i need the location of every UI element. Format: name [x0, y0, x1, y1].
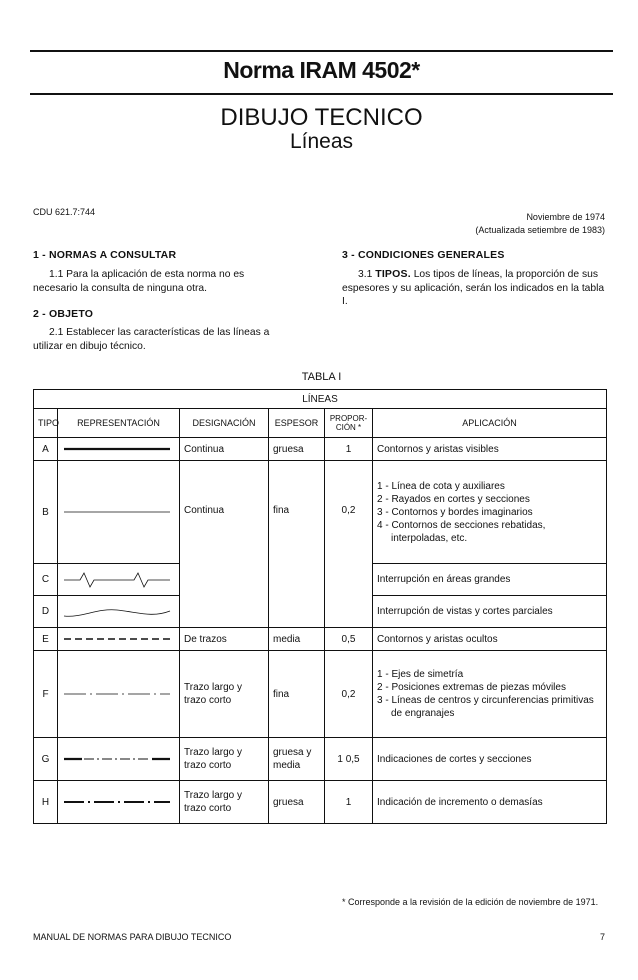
row-d-aplicacion: Interrupción de vistas y cortes parciales	[373, 596, 607, 628]
row-h-designacion: Trazo largo y trazo corto	[180, 781, 269, 824]
date: Noviembre de 1974	[526, 212, 605, 222]
row-f-espesor: fina	[269, 651, 325, 738]
row-f-proporcion: 0,2	[325, 651, 373, 738]
row-h-tipo: H	[34, 781, 58, 824]
table-row	[34, 738, 607, 781]
row-c-tipo: C	[34, 564, 58, 596]
header-aplicacion: APLICACIÓN	[373, 409, 607, 438]
row-c-representation	[58, 564, 180, 596]
updated-date: (Actualizada setiembre de 1983)	[475, 225, 605, 235]
list-item: 3 - Contornos y bordes imaginarios	[377, 506, 533, 518]
row-e-tipo: E	[34, 628, 58, 651]
row-h-espesor: gruesa	[269, 781, 325, 824]
row-b-espesor: fina	[269, 461, 325, 628]
row-b-proporcion: 0,2	[325, 461, 373, 628]
section-2-text: 2.1 Establecer las características de las líneas a utilizar en dibujo técnico.	[33, 327, 270, 352]
row-f-aplicacion	[373, 651, 607, 738]
section-1-heading: 1 - NORMAS A CONSULTAR	[33, 249, 177, 261]
row-a-proporcion: 1	[325, 438, 373, 461]
list-item: 3 - Líneas de centros y circunferencias primitivas de engranajes	[377, 695, 594, 719]
table-row	[34, 628, 607, 651]
section-3-heading: 3 - CONDICIONES GENERALES	[342, 249, 505, 261]
row-e-proporcion: 0,5	[325, 628, 373, 651]
row-b-designacion: Continua	[180, 461, 269, 628]
dashed-line	[62, 634, 174, 644]
table-row	[34, 438, 607, 461]
header-tipo: TIPO	[34, 409, 58, 438]
row-h-representation	[58, 781, 180, 824]
page-subtitle: Líneas	[289, 130, 354, 153]
header-designacion: DESIGNACIÓN	[180, 409, 269, 438]
row-d-tipo: D	[34, 596, 58, 628]
list-item: 1 - Línea de cota y auxiliares	[377, 480, 505, 492]
row-a-tipo: A	[34, 438, 58, 461]
row-b-representation	[58, 461, 180, 564]
section-3-text	[342, 268, 607, 309]
table-row	[34, 651, 607, 738]
row-g-espesor: gruesa y media	[269, 738, 325, 781]
table-row	[34, 781, 607, 824]
row-e-designacion: De trazos	[180, 628, 269, 651]
footer-title: MANUAL DE NORMAS PARA DIBUJO TECNICO	[33, 932, 232, 942]
row-g-representation	[58, 738, 180, 781]
row-g-aplicacion: Indicaciones de cortes y secciones	[373, 738, 607, 781]
row-a-representation	[58, 438, 180, 461]
top-rule	[30, 50, 613, 52]
table-caption: TABLA I	[301, 371, 342, 383]
header-representacion: REPRESENTACIÓN	[58, 409, 180, 438]
section-3-number: 3.1	[358, 269, 373, 280]
section-3-body: Los tipos de líneas, la proporción de sus espesores y su aplicación, serán los indicados en la tabla I.	[342, 269, 605, 307]
row-f-representation	[58, 651, 180, 738]
list-item: 4 - Contornos de secciones rebatidas, interpoladas, etc.	[377, 519, 546, 544]
row-h-aplicacion: Indicación de incremento o demasías	[373, 781, 607, 824]
row-b-tipo: B	[34, 461, 58, 564]
row-a-aplicacion: Contornos y aristas visibles	[373, 438, 607, 461]
list-item: 2 - Posiciones extremas de piezas móviles	[377, 682, 566, 693]
row-f-designacion: Trazo largo y trazo corto	[180, 651, 269, 738]
cdu-code: CDU 621.7:744	[33, 207, 96, 217]
footnote: * Corresponde a la revisión de la edición de noviembre de 1971.	[342, 897, 599, 907]
row-b-aplicacion	[373, 461, 607, 564]
header-espesor: ESPESOR	[269, 409, 325, 438]
row-d-representation	[58, 596, 180, 628]
title-rule	[30, 93, 613, 95]
row-g-tipo: G	[34, 738, 58, 781]
list-item: 2 - Rayados en cortes y secciones	[377, 493, 530, 505]
dash-dot-thin-line	[62, 689, 174, 699]
section-2-heading: 2 - OBJETO	[33, 308, 94, 320]
row-e-representation	[58, 628, 180, 651]
section-3-bold: TIPOS.	[375, 268, 411, 280]
row-c-aplicacion: Interrupción en áreas grandes	[373, 564, 607, 596]
dash-dot-mixed-line	[62, 754, 174, 764]
header-proporcion: PROPOR-CIÓN *	[325, 409, 373, 438]
page-number: 7	[599, 932, 605, 942]
row-e-aplicacion: Contornos y aristas ocultos	[373, 628, 607, 651]
row-g-designacion: Trazo largo y trazo corto	[180, 738, 269, 781]
dash-dot-thick-line	[62, 797, 174, 807]
continuous-thin-line	[62, 507, 174, 517]
norma-title: Norma IRAM 4502*	[223, 57, 420, 83]
row-h-proporcion: 1	[325, 781, 373, 824]
table-title: LÍNEAS	[34, 390, 607, 409]
zigzag-line	[62, 570, 174, 590]
lines-table	[33, 389, 607, 824]
row-e-espesor: media	[269, 628, 325, 651]
row-a-designacion: Continua	[180, 438, 269, 461]
freehand-line	[62, 602, 174, 622]
row-g-proporcion: 1 0,5	[325, 738, 373, 781]
row-f-tipo: F	[34, 651, 58, 738]
page-title: DIBUJO TECNICO	[220, 104, 423, 131]
section-1-text: 1.1 Para la aplicación de esta norma no es necesario la consulta de ninguna otra.	[33, 269, 245, 294]
table-row	[34, 461, 607, 564]
row-a-espesor: gruesa	[269, 438, 325, 461]
continuous-thick-line	[62, 444, 174, 454]
list-item: 1 - Ejes de simetría	[377, 669, 464, 680]
